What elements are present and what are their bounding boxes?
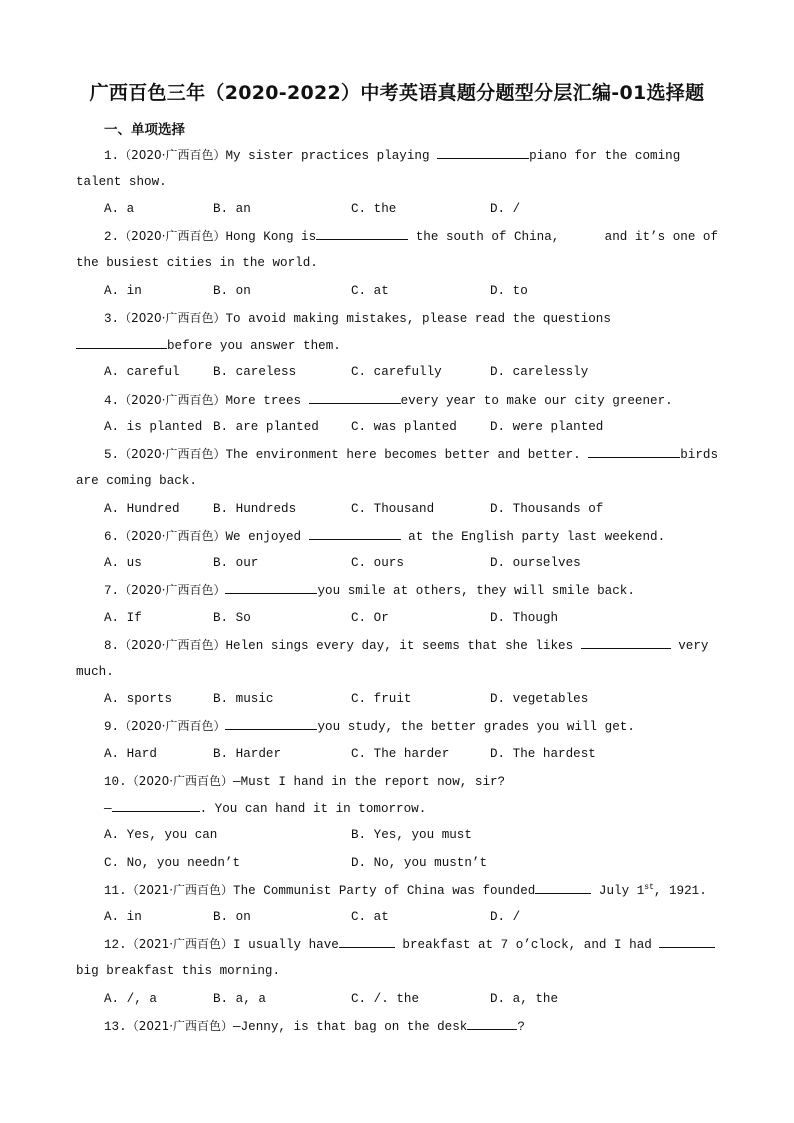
question-1: 1.（2020·广西百色）My sister practices playing piano for the coming — [104, 148, 681, 163]
option-d: D. ourselves — [490, 556, 581, 570]
option-d: D. No, you mustn’t — [351, 856, 488, 870]
option-d: D. The hardest — [490, 747, 596, 761]
answer-blank — [437, 147, 529, 159]
option-d: D. to — [490, 284, 528, 298]
option-a: A. is planted — [104, 420, 203, 434]
question-4: 4.（2020·广西百色）More trees every year to make our city greener. — [104, 393, 673, 408]
option-b: B. Harder — [213, 747, 282, 761]
answer-blank — [76, 337, 167, 349]
question-12-cont: big breakfast this morning. — [76, 964, 281, 978]
question-2: 2.（2020·广西百色）Hong Kong is the south of China, and it’s one of — [104, 229, 719, 244]
answer-blank — [309, 392, 401, 404]
ordinal-suffix: st — [644, 882, 654, 892]
question-8: 8.（2020·广西百色）Helen sings every day, it seems that she likes very — [104, 638, 709, 653]
answer-blank — [659, 936, 715, 948]
option-a: A. a — [104, 202, 135, 216]
option-b: B. on — [213, 284, 251, 298]
answer-blank — [316, 228, 408, 240]
option-b: B. on — [213, 910, 251, 924]
question-9: 9.（2020·广西百色） you study, the better grades you will get. — [104, 719, 635, 734]
question-12: 12.（2021·广西百色）I usually have breakfast at 7 o’clock, and I had — [104, 936, 715, 953]
option-c: C. No, you needn’t — [104, 856, 241, 870]
option-c: C. was planted — [351, 420, 457, 434]
option-b: B. Yes, you must — [351, 828, 472, 842]
option-b: B. music — [213, 692, 274, 706]
option-a: A. Hard — [104, 747, 157, 761]
option-c: C. ours — [351, 556, 404, 570]
option-d: D. / — [490, 202, 521, 216]
option-c: C. /. the — [351, 992, 420, 1006]
option-b: B. Hundreds — [213, 502, 297, 516]
option-d: D. carelessly — [490, 365, 589, 379]
question-7: 7.（2020·广西百色） you smile at others, they will smile back. — [104, 583, 635, 598]
section-heading: 一、单项选择 — [104, 122, 185, 138]
question-5: 5.（2020·广西百色）The environment here becomes better and better. birds — [104, 447, 719, 462]
answer-blank — [309, 528, 401, 540]
option-a: A. sports — [104, 692, 173, 706]
option-c: C. fruit — [351, 692, 412, 706]
question-3: 3.（2020·广西百色）To avoid making mistakes, please read the questions — [104, 311, 611, 326]
option-d: D. Though — [490, 611, 559, 625]
question-3-cont: before you answer them. — [76, 337, 341, 354]
option-d: D. were planted — [490, 420, 604, 434]
question-1-cont: talent show. — [76, 175, 167, 189]
option-c: C. at — [351, 284, 389, 298]
question-10-cont: — . You can hand it in tomorrow. — [104, 802, 427, 816]
option-c: C. The harder — [351, 747, 450, 761]
answer-blank — [535, 882, 591, 894]
option-a: A. us — [104, 556, 142, 570]
option-c: C. the — [351, 202, 397, 216]
option-d: D. a, the — [490, 992, 559, 1006]
option-a: A. in — [104, 284, 142, 298]
option-a: A. If — [104, 611, 142, 625]
option-c: C. Thousand — [351, 502, 435, 516]
answer-blank — [112, 800, 200, 812]
option-d: D. / — [490, 910, 521, 924]
option-b: B. our — [213, 556, 259, 570]
option-b: B. are planted — [213, 420, 319, 434]
option-a: A. careful — [104, 365, 180, 379]
answer-blank — [225, 718, 317, 730]
option-c: C. Or — [351, 611, 389, 625]
question-10: 10.（2020·广西百色）—Must I hand in the report now, sir? — [104, 774, 506, 789]
option-d: D. vegetables — [490, 692, 589, 706]
page-title: 广西百色三年（2020-2022）中考英语真题分题型分层汇编-01选择题 — [89, 82, 705, 104]
option-a: A. Hundred — [104, 502, 180, 516]
question-13: 13.（2021·广西百色）—Jenny, is that bag on the desk ? — [104, 1019, 525, 1034]
question-2-cont: the busiest cities in the world. — [76, 256, 318, 270]
question-11: 11.（2021·广西百色）The Communist Party of China was founded July 1st, 1921. — [104, 882, 707, 898]
answer-blank — [339, 936, 395, 948]
option-c: C. carefully — [351, 365, 442, 379]
option-a: A. /, a — [104, 992, 157, 1006]
option-b: B. So — [213, 611, 251, 625]
answer-blank — [588, 446, 680, 458]
option-c: C. at — [351, 910, 389, 924]
answer-blank — [467, 1018, 517, 1030]
option-b: B. a, a — [213, 992, 266, 1006]
option-d: D. Thousands of — [490, 502, 604, 516]
question-8-cont: much. — [76, 665, 114, 679]
answer-blank — [581, 637, 671, 649]
question-6: 6.（2020·广西百色）We enjoyed at the English party last weekend. — [104, 529, 666, 544]
question-5-cont: are coming back. — [76, 474, 197, 488]
option-a: A. in — [104, 910, 142, 924]
option-b: B. careless — [213, 365, 297, 379]
answer-blank — [225, 582, 317, 594]
option-b: B. an — [213, 202, 251, 216]
option-a: A. Yes, you can — [104, 828, 218, 842]
